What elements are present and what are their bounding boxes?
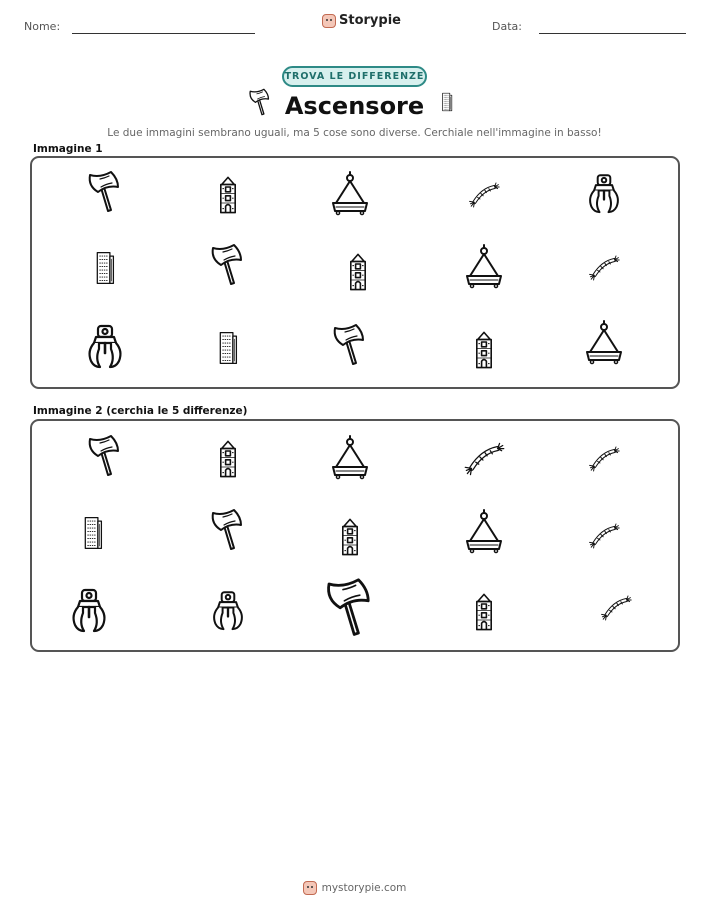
rope-icon	[461, 175, 507, 215]
name-field[interactable]	[72, 33, 255, 34]
name-label: Nome:	[24, 20, 61, 33]
tower-icon[interactable]	[334, 513, 366, 561]
rope-icon	[581, 248, 627, 288]
storypie-logo-icon	[322, 14, 336, 28]
claw-icon[interactable]	[69, 587, 109, 637]
rope-icon[interactable]	[581, 439, 627, 479]
elevator-platform-icon[interactable]	[330, 434, 370, 484]
storypie-logo-icon	[303, 881, 317, 895]
skyscraper-icon	[214, 324, 242, 372]
elevator-platform-icon	[464, 243, 504, 293]
date-label: Data:	[492, 20, 522, 33]
axe-icon[interactable]	[85, 434, 125, 484]
skyscraper-icon	[91, 244, 119, 292]
claw-icon	[85, 323, 125, 373]
elevator-platform-icon	[330, 170, 370, 220]
skyscraper-icon[interactable]	[79, 509, 107, 557]
elevator-platform-icon	[584, 319, 624, 369]
image2-label: Immagine 2 (cerchia le 5 differenze)	[33, 405, 248, 417]
page-title: Ascensore	[284, 92, 425, 120]
skyscraper-icon	[439, 92, 455, 122]
footer-url[interactable]: mystorypie.com	[321, 882, 407, 894]
date-field[interactable]	[539, 33, 686, 34]
rope-icon[interactable]	[581, 516, 627, 556]
instructions: Le due immagini sembrano uguali, ma 5 cose sono diverse. Cerchiale nell'immagine in basso!	[107, 127, 602, 139]
image1-label: Immagine 1	[33, 143, 103, 155]
claw-icon[interactable]	[210, 587, 246, 637]
axe-icon[interactable]	[322, 575, 378, 649]
tower-icon[interactable]	[468, 588, 500, 636]
tower-icon	[342, 248, 374, 296]
brand-name: Storypie	[339, 13, 401, 28]
axe-icon	[208, 243, 248, 293]
tower-icon	[468, 326, 500, 374]
axe-icon	[85, 170, 125, 220]
footer	[0, 881, 709, 895]
axe-icon	[330, 323, 370, 373]
claw-icon	[586, 170, 622, 220]
rope-icon[interactable]	[593, 588, 639, 628]
axe-icon[interactable]	[208, 508, 248, 558]
tower-icon	[212, 171, 244, 219]
rope-icon[interactable]	[451, 433, 517, 485]
tower-icon[interactable]	[212, 435, 244, 483]
elevator-platform-icon[interactable]	[464, 508, 504, 558]
brand-logo	[322, 13, 401, 28]
worksheet-badge: TROVA LE DIFFERENZE	[282, 66, 427, 87]
